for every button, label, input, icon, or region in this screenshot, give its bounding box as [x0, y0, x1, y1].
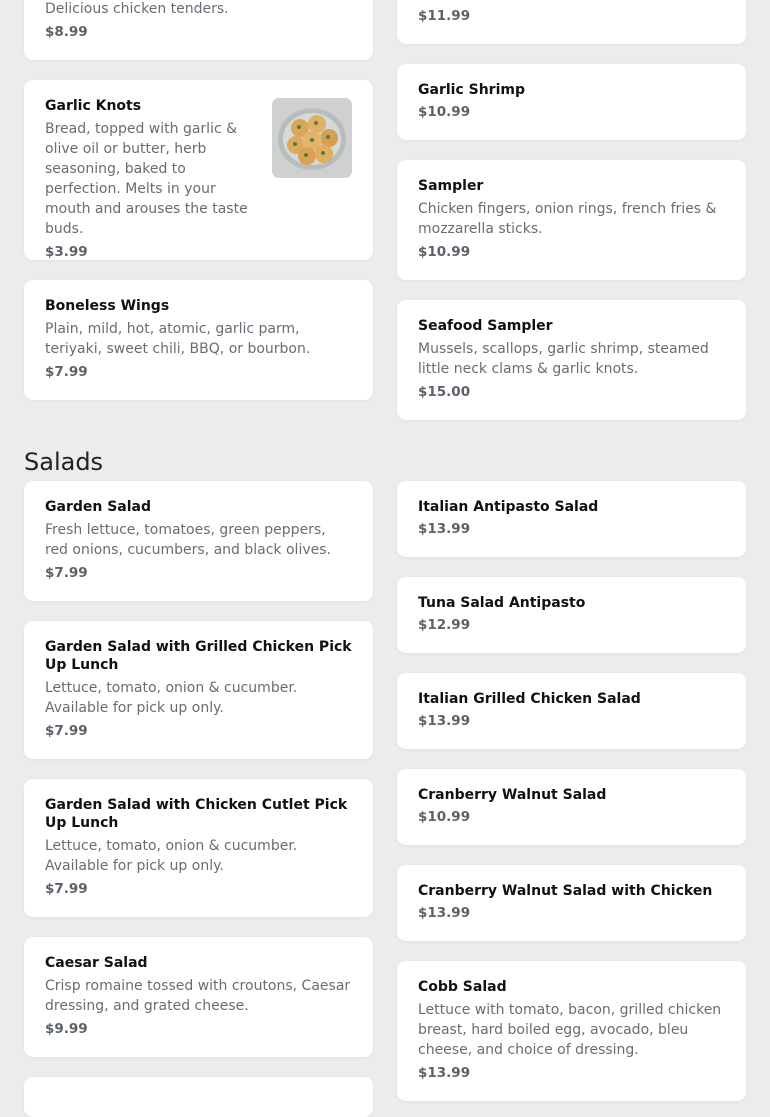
item-price: $7.99	[45, 723, 88, 739]
item-description: Plain, mild, hot, atomic, garlic parm, teriyaki, sweet chili, BBQ, or bourbon.	[45, 321, 311, 357]
menu-item-sampler[interactable]	[397, 160, 746, 280]
item-name: Garden Salad	[45, 499, 151, 515]
item-price: $13.99	[418, 905, 471, 921]
menu-item-garlic-knots[interactable]	[24, 80, 373, 260]
item-name: Garlic Knots	[45, 98, 142, 114]
item-description: Lettuce, tomato, onion & cucumber. Available for pick up only.	[45, 680, 298, 716]
item-price: $7.99	[45, 881, 88, 897]
item-name: Italian Grilled Chicken Salad	[418, 691, 641, 707]
item-name: Cobb Salad	[418, 979, 507, 995]
menu-item-italian-antipasto-salad[interactable]	[397, 481, 746, 557]
item-price: $13.99	[418, 1065, 471, 1081]
item-price: $15.00	[418, 384, 471, 400]
item-description: Mussels, scallops, garlic shrimp, steamed little neck clams & garlic knots.	[418, 341, 709, 377]
item-price: $10.99	[418, 244, 471, 260]
item-name: Sampler	[418, 178, 484, 194]
item-name: Boneless Wings	[45, 298, 170, 314]
item-name: Cranberry Walnut Salad with Chicken	[418, 883, 713, 899]
item-description: Fresh lettuce, tomatoes, green peppers, red onions, cucumbers, and black olives.	[45, 522, 331, 558]
item-price: $10.99	[418, 104, 471, 120]
item-name: Cranberry Walnut Salad	[418, 787, 607, 803]
item-description: Lettuce with tomato, bacon, grilled chicken breast, hard boiled egg, avocado, bleu cheese, and choice of dressing.	[418, 1002, 722, 1058]
item-description: Lettuce, tomato, onion & cucumber. Available for pick up only.	[45, 838, 298, 874]
menu-item-tuna-salad-antipasto[interactable]	[397, 577, 746, 653]
menu-item-chicken-tenders[interactable]	[24, 0, 373, 60]
menu-item-cranberry-walnut-salad-chicken[interactable]	[397, 865, 746, 941]
item-name: Seafood Sampler	[418, 318, 553, 334]
menu-item-cranberry-walnut-salad[interactable]	[397, 769, 746, 845]
item-price: $10.99	[418, 809, 471, 825]
menu-item-garden-salad[interactable]	[24, 481, 373, 601]
item-description: Delicious chicken tenders.	[45, 1, 229, 17]
menu-item-next-partial[interactable]	[24, 1077, 373, 1117]
item-price: $13.99	[418, 713, 471, 729]
item-name: Tuna Salad Antipasto	[418, 595, 586, 611]
menu-item-boneless-wings[interactable]	[24, 280, 373, 400]
menu-item-italian-grilled-chicken-salad[interactable]	[397, 673, 746, 749]
item-name: Garden Salad with Grilled Chicken Pick Up Lunch	[45, 639, 352, 673]
item-price: $3.99	[45, 244, 88, 260]
menu-item-garden-salad-chicken-cutlet[interactable]	[24, 779, 373, 917]
item-price: $7.99	[45, 565, 88, 581]
item-name: Garlic Shrimp	[418, 82, 525, 98]
menu-item-garlic-shrimp[interactable]	[397, 64, 746, 140]
item-price: $11.99	[418, 8, 471, 24]
item-price: $13.99	[418, 521, 471, 537]
section-title-salads: Salads	[24, 448, 104, 476]
item-price: $9.99	[45, 1021, 88, 1037]
menu-item-seafood-sampler[interactable]	[397, 300, 746, 420]
item-description: Crisp romaine tossed with croutons, Caesar dressing, and grated cheese.	[45, 978, 351, 1014]
item-price: $7.99	[45, 364, 88, 380]
menu-item-garden-salad-grilled-chicken[interactable]	[24, 621, 373, 759]
menu-item-caesar-salad[interactable]	[24, 937, 373, 1057]
item-description: Chicken fingers, onion rings, french fries & mozzarella sticks.	[418, 201, 717, 237]
item-price: $8.99	[45, 24, 88, 40]
garlic-knots-photo[interactable]	[272, 98, 352, 178]
item-name: Caesar Salad	[45, 955, 148, 971]
item-description: Bread, topped with garlic & olive oil or butter, herb seasoning, baked to perfection. Melts in your mouth and arouses the taste buds.	[45, 121, 248, 237]
item-name: Italian Antipasto Salad	[418, 499, 599, 515]
item-name: Garden Salad with Chicken Cutlet Pick Up Lunch	[45, 797, 348, 831]
menu-item-cobb-salad[interactable]	[397, 961, 746, 1101]
menu-item-cut-off[interactable]	[397, 0, 746, 44]
item-price: $12.99	[418, 617, 471, 633]
